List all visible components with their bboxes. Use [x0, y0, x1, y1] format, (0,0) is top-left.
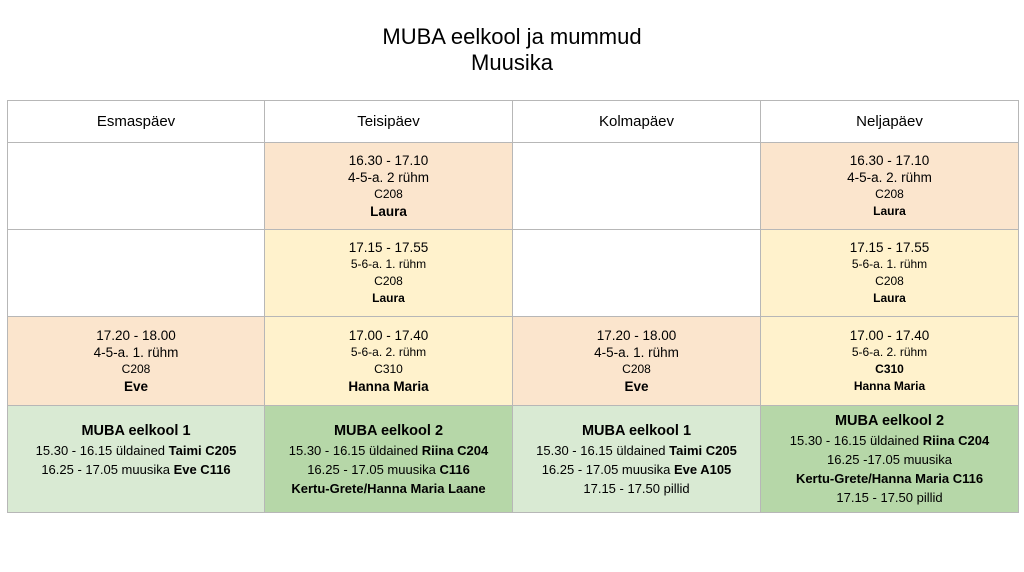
preschool-cell	[265, 406, 513, 513]
preschool-title: MUBA eelkool 2	[834, 413, 945, 429]
lesson-cell	[265, 317, 513, 406]
empty-cell	[513, 143, 761, 230]
day-header-monday: Esmaspäev	[8, 101, 265, 143]
line-teacher: Eve A105	[673, 461, 732, 477]
lesson-group: 5-6-a. 1. rühm	[851, 257, 928, 271]
preschool-cell	[761, 406, 1019, 513]
lesson-room: C208	[374, 274, 403, 288]
lesson-room: C208	[121, 362, 151, 376]
preschool-line	[765, 431, 1014, 450]
lesson-room: C310	[875, 362, 904, 376]
line-text: 15.30 - 16.15 üldained	[35, 442, 169, 458]
line-teacher: Riina C204	[421, 442, 489, 458]
page-title	[0, 24, 1024, 76]
preschool-line	[517, 460, 756, 479]
lesson-teacher: Laura	[873, 204, 906, 218]
lesson-cell	[513, 317, 761, 406]
line-text: 15.30 - 16.15 üldained	[789, 433, 923, 448]
line-text: 16.25 - 17.05 muusika	[541, 461, 674, 477]
lesson-room: C208	[875, 187, 904, 201]
day-header-thursday: Neljapäev	[761, 101, 1019, 143]
lesson-group: 4-5-a. 2 rühm	[347, 170, 430, 185]
lesson-time: 16.30 - 17.10	[348, 153, 429, 168]
lesson-cell	[265, 143, 513, 230]
preschool-line: 17.15 - 17.50 pillid	[836, 490, 943, 505]
lesson-group: 4-5-a. 2. rühm	[847, 170, 932, 185]
schedule-row	[8, 406, 1019, 513]
lesson-group: 5-6-a. 2. rühm	[350, 345, 427, 359]
preschool-line	[12, 460, 260, 479]
lesson-teacher: Laura	[873, 291, 906, 305]
lesson-cell	[265, 230, 513, 317]
preschool-title: MUBA eelkool 2	[333, 422, 444, 439]
lesson-time: 17.20 - 18.00	[596, 328, 677, 343]
preschool-line	[269, 460, 508, 479]
lesson-room: C208	[875, 274, 904, 288]
preschool-line	[269, 441, 508, 460]
line-teacher: Taimi C205	[168, 442, 237, 458]
preschool-line: 17.15 - 17.50 pillid	[583, 480, 690, 496]
line-text: 15.30 - 16.15 üldained	[536, 442, 670, 458]
line-teacher: Taimi C205	[669, 442, 737, 458]
lesson-teacher: Eve	[624, 379, 649, 394]
preschool-title: MUBA eelkool 1	[581, 422, 692, 439]
empty-cell	[8, 230, 265, 317]
preschool-line: 16.25 -17.05 muusika	[826, 452, 953, 467]
lesson-teacher: Eve	[123, 379, 149, 394]
preschool-cell	[513, 406, 761, 513]
line-teacher: Eve C116	[173, 461, 231, 477]
lesson-time: 17.00 - 17.40	[849, 328, 930, 343]
preschool-title: MUBA eelkool 1	[81, 422, 191, 439]
lesson-teacher: Hanna Maria	[853, 379, 926, 393]
schedule-row	[8, 317, 1019, 406]
preschool-teachers: Kertu-Grete/Hanna Maria Laane	[291, 480, 486, 496]
header-row	[8, 101, 1019, 143]
schedule-row	[8, 230, 1019, 317]
lesson-room: C208	[622, 362, 651, 376]
lesson-time: 16.30 - 17.10	[849, 153, 930, 168]
lesson-cell	[8, 317, 265, 406]
preschool-line	[517, 441, 756, 460]
lesson-cell	[761, 317, 1019, 406]
lesson-teacher: Laura	[372, 291, 405, 305]
lesson-teacher: Laura	[370, 204, 407, 219]
title-line-1: MUBA eelkool ja mummud	[382, 24, 642, 49]
line-text: 15.30 - 16.15 üldained	[288, 442, 422, 458]
lesson-group: 4-5-a. 1. rühm	[93, 345, 179, 360]
schedule-row	[8, 143, 1019, 230]
lesson-group: 4-5-a. 1. rühm	[594, 345, 679, 360]
preschool-cell	[8, 406, 265, 513]
lesson-room: C310	[374, 362, 403, 376]
lesson-time: 17.15 - 17.55	[348, 240, 429, 255]
lesson-cell	[761, 230, 1019, 317]
lesson-time: 17.00 - 17.40	[348, 328, 429, 343]
lesson-group: 5-6-a. 2. rühm	[851, 345, 928, 359]
spacer	[12, 479, 260, 498]
empty-cell	[8, 143, 265, 230]
lesson-group: 5-6-a. 1. rühm	[350, 257, 427, 271]
lesson-time: 17.15 - 17.55	[849, 240, 930, 255]
preschool-line	[12, 441, 260, 460]
line-teacher: C116	[439, 461, 470, 477]
line-text: 16.25 - 17.05 muusika	[41, 461, 174, 477]
lesson-time: 17.20 - 18.00	[96, 328, 176, 343]
day-header-wednesday: Kolmapäev	[513, 101, 761, 143]
lesson-cell	[761, 143, 1019, 230]
schedule-table	[7, 100, 1019, 513]
empty-cell	[513, 230, 761, 317]
day-header-tuesday: Teisipäev	[265, 101, 513, 143]
line-text: 16.25 - 17.05 muusika	[307, 461, 440, 477]
line-teacher: Riina C204	[922, 433, 990, 448]
preschool-teachers: Kertu-Grete/Hanna Maria C116	[795, 471, 984, 486]
lesson-room: C208	[374, 187, 403, 201]
title-line-2: Muusika	[471, 50, 553, 75]
lesson-teacher: Hanna Maria	[348, 379, 429, 394]
